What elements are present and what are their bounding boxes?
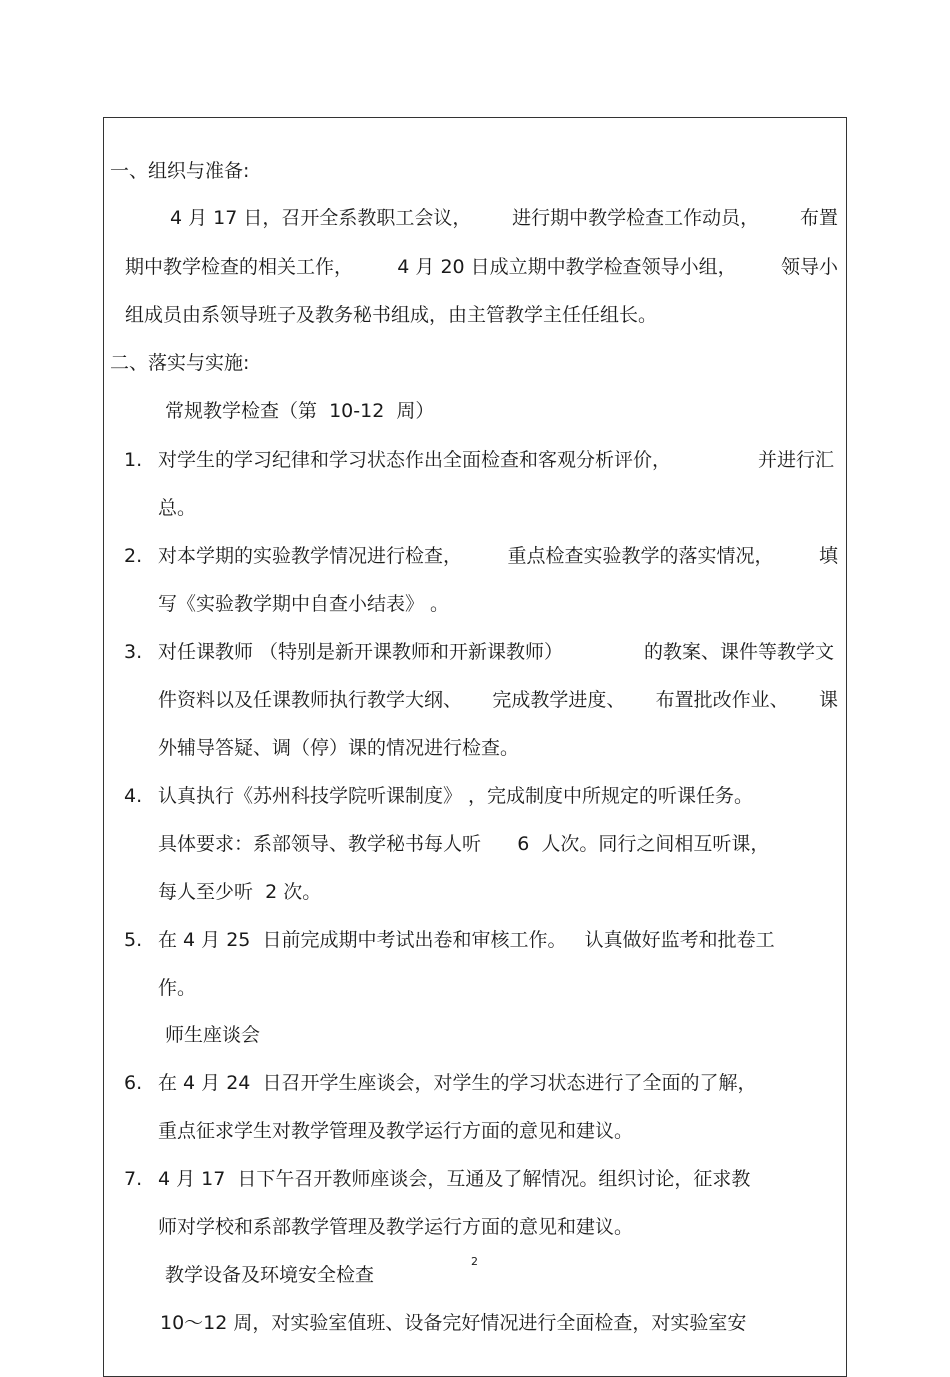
list-number: 7. (124, 1168, 143, 1190)
list-number: 4. (124, 785, 143, 807)
subheading-routine-check: 常规教学检查（第 10-12 周） (165, 400, 435, 422)
list-item-line: 具体要求：系部领导、教学秘书每人听 6 人次。同行之间相互听课， (158, 833, 770, 855)
list-number: 2. (124, 545, 143, 567)
subheading-forum: 师生座谈会 (165, 1024, 261, 1046)
paragraph-line: 组成员由系领导班子及教务秘书组成，由主管教学主任任组长。 (125, 304, 658, 326)
list-item-line: 对学生的学习纪律和学习状态作出全面检查和客观分析评价， 并进行汇 (158, 449, 834, 471)
paragraph-line: 期中教学检查的相关工作， 4 月 20 日成立期中教学检查领导小组， 领导小 (125, 256, 838, 278)
paragraph-line: 10～12 周，对实验室值班、设备完好情况进行全面检查，对实验室安 (160, 1312, 747, 1334)
list-item-line: 在 4 月 24 日召开学生座谈会，对学生的学习状态进行了全面的了解， (158, 1072, 757, 1094)
list-item-line: 重点征求学生对教学管理及教学运行方面的意见和建议。 (158, 1120, 634, 1142)
list-item-line: 件资料以及任课教师执行教学大纲、 完成教学进度、 布置批改作业、 课 (158, 689, 838, 711)
list-item-line: 作。 (158, 977, 197, 999)
list-item-line: 师对学校和系部教学管理及教学运行方面的意见和建议。 (158, 1216, 634, 1238)
list-item-line: 在 4 月 25 日前完成期中考试出卷和审核工作。 认真做好监考和批卷工 (158, 929, 775, 951)
section-heading-implementation: 二、落实与实施: (110, 352, 250, 374)
list-item-line: 总。 (158, 497, 197, 519)
paragraph-line: 4 月 17 日，召开全系教职工会议， 进行期中教学检查工作动员， 布置 (170, 207, 838, 229)
subheading-equipment-check: 教学设备及环境安全检查 (165, 1264, 375, 1286)
list-item-line: 对任课教师 （特别是新开课教师和开新课教师） 的教案、课件等教学文 (158, 641, 834, 663)
list-item-line: 每人至少听 2 次。 (158, 881, 322, 903)
list-item-line: 对本学期的实验教学情况进行检查， 重点检查实验教学的落实情况， 填 (158, 545, 838, 567)
list-item-line: 写《实验教学期中自查小结表》 。 (158, 593, 450, 615)
list-number: 6. (124, 1072, 143, 1094)
list-item-line: 认真执行《苏州科技学院听课制度》 ，完成制度中所规定的听课任务。 (158, 785, 754, 807)
list-number: 1. (124, 449, 143, 471)
page-number: 2 (471, 1255, 478, 1268)
list-number: 5. (124, 929, 143, 951)
list-item-line: 外辅导答疑、调（停）课的情况进行检查。 (158, 737, 520, 759)
list-item-line: 4 月 17 日下午召开教师座谈会，互通及了解情况。组织讨论，征求教 (158, 1168, 751, 1190)
section-heading-organization: 一、组织与准备: (110, 160, 250, 182)
list-number: 3. (124, 641, 143, 663)
